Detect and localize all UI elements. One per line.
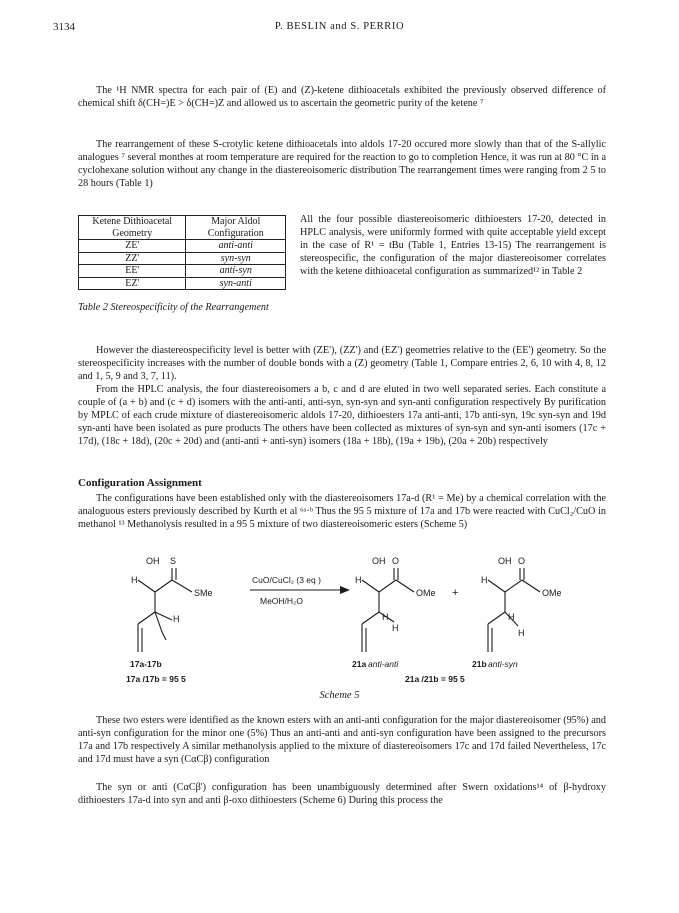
table-cell: syn-anti	[186, 277, 286, 290]
scheme-5-graphic	[100, 550, 580, 685]
compound-config: anti-anti	[368, 659, 399, 669]
paragraph-nmr: The ¹H NMR spectra for each pair of (E) and (Z)-ketene dithioacetals exhibited the previously observed difference of chemical shift δ(CH=)E > δ(CH=)Z and allowed us to ascertain the geometric purity of the ketene ⁷	[78, 85, 606, 109]
table-cell: anti-anti	[186, 240, 286, 253]
table-header-geometry: Ketene Dithioacetal Geometry	[79, 216, 186, 240]
atom-label: H	[355, 575, 362, 585]
section-heading: Configuration Assignment	[78, 477, 202, 489]
atom-label: OH	[498, 556, 512, 566]
table-cell: EE'	[79, 265, 186, 278]
atom-label: OMe	[416, 588, 436, 598]
paragraph-swern: The syn or anti (CαCβ') configuration has been unambiguously determined after Swern oxidations¹⁴ of β-hydroxy dithioesters 17a-d into syn and anti β-oxo dithioesters (Scheme 6) During this process the	[78, 782, 606, 806]
stereospecificity-table	[78, 215, 286, 290]
compound-label: 21a	[352, 659, 367, 669]
atom-label: H	[131, 575, 138, 585]
atom-label: H	[481, 575, 488, 585]
compound-label: 17a-17b	[130, 659, 162, 669]
atom-label: H	[518, 628, 525, 638]
table-row	[79, 277, 286, 290]
table-row	[79, 240, 286, 253]
table-cell: EZ'	[79, 277, 186, 290]
table-row	[79, 252, 286, 265]
atom-label: O	[392, 556, 400, 566]
paragraph-diastereoisomers: All the four possible diastereoisomeric dithioesters 17-20, detected in HPLC analysis, were uniformly formed with quite acceptable yield except in the case of R¹ = tBu (Table 1, Entries 13-15) The rearrangement is stereospecific, the configuration of the major diastereoisomer correlates with the ketene dithioacetal configuration as summarized¹² in Table 2	[300, 214, 606, 277]
table-cell: anti-syn	[186, 265, 286, 278]
table-header-configuration: Major Aldol Configuration	[186, 216, 286, 240]
paragraph-configuration: The configurations have been established only with the diastereoisomers 17a-d (R¹ = Me) by a chemical correlation with the analoguous esters previously described by Kurth et al ⁶ᵃ·ᵇ Thus the 95 5 mixture of 17a and 17b were reacted with CuCl₂/CuO in methanol ¹³ Methanolysis resulted in a 95 5 mixture of two diastereoisomeric esters (Scheme 5)	[78, 493, 606, 530]
table-caption: Table 2 Stereospecificity of the Rearrangement	[78, 302, 269, 313]
scheme-caption: Scheme 5	[319, 690, 360, 701]
atom-label: H	[508, 612, 515, 622]
paragraph-rearrangement: The rearrangement of these S-crotylic ketene dithioacetals into aldols 17-20 occured more slowly than that of the S-allylic analogues ⁷ several monthes at room temperature are required for the reaction to go to completion Hence, it was run at 80 °C in a cyclohexane solution without any change in the diastereoisomeric distribution The rearrangement times were ranging from 2 5 to 28 hours (Table 1)	[78, 139, 606, 189]
atom-label: O	[518, 556, 526, 566]
ratio-label: 21a /21b = 95 5	[405, 674, 465, 684]
atom-label: OH	[372, 556, 386, 566]
atom-label: SMe	[194, 588, 213, 598]
atom-label: OMe	[542, 588, 562, 598]
paragraph-esters: These two esters were identified as the known esters with an anti-anti configuration for the major diastereoisomer (95%) and anti-syn configuration for the minor one (5%) Thus an anti-anti and anti-syn configuration have been assigned to the precursors 17a and 17b respectively A similar methanolysis applied to the mixture of diastereoisomers 17c and 17d failed Nevertheless, 17c and 17d must have a syn (CαCβ) configuration	[78, 715, 606, 765]
ratio-label: 17a /17b = 95 5	[126, 674, 186, 684]
table-row	[79, 265, 286, 278]
atom-label: OH	[146, 556, 160, 566]
atom-label: H	[382, 612, 389, 622]
paragraph-hplc: From the HPLC analysis, the four diastereoisomers a b, c and d are eluted in two well separated series. Each constitute a couple of (a + b) and (c + d) isomers with the anti-anti, anti-syn, syn-syn and syn-anti configuration respectively By purification by MPLC of each crude mixture of diastereoisomeric aldols 17-20, dithioesters 17a anti-anti, 17b anti-syn, 19c syn-syn and 19d syn-anti have been isolated as pure products The others have been collected as mixtures of syn-syn and syn-anti isomers (17c + 17d), (18c + 18d), (20c + 20d) and (anti-anti + anti-syn) isomers (18a + 18b), (19a + 19b), (20a + 20b) respectively	[78, 384, 606, 447]
reagent-label: CuO/CuCl₂ (3 eq )	[252, 575, 321, 585]
paragraph-diastereospecificity: However the diastereospecificity level is better with (ZE'), (ZZ') and (EZ') geometries relative to the (EE') geometry. So the stereospecificity increases with the number of double bonds with a (Z) geometry (Table 1, Compare entries 2, 6, 10 with 4, 8, 12 and 1, 5, 9 and 3, 7, 11).	[78, 345, 606, 382]
compound-label: 21b	[472, 659, 487, 669]
atom-label: S	[170, 556, 177, 566]
table-cell: syn-syn	[186, 252, 286, 265]
table-cell: ZE'	[79, 240, 186, 253]
page-number: 3134	[53, 21, 75, 33]
table-cell: ZZ'	[79, 252, 186, 265]
reagent-label: MeOH/H₂O	[260, 596, 303, 606]
atom-label: H	[173, 614, 180, 624]
atom-label: H	[392, 623, 399, 633]
compound-config: anti-syn	[488, 659, 518, 669]
running-head: P. BESLIN and S. PERRIO	[274, 21, 405, 32]
plus-sign: +	[452, 587, 459, 599]
